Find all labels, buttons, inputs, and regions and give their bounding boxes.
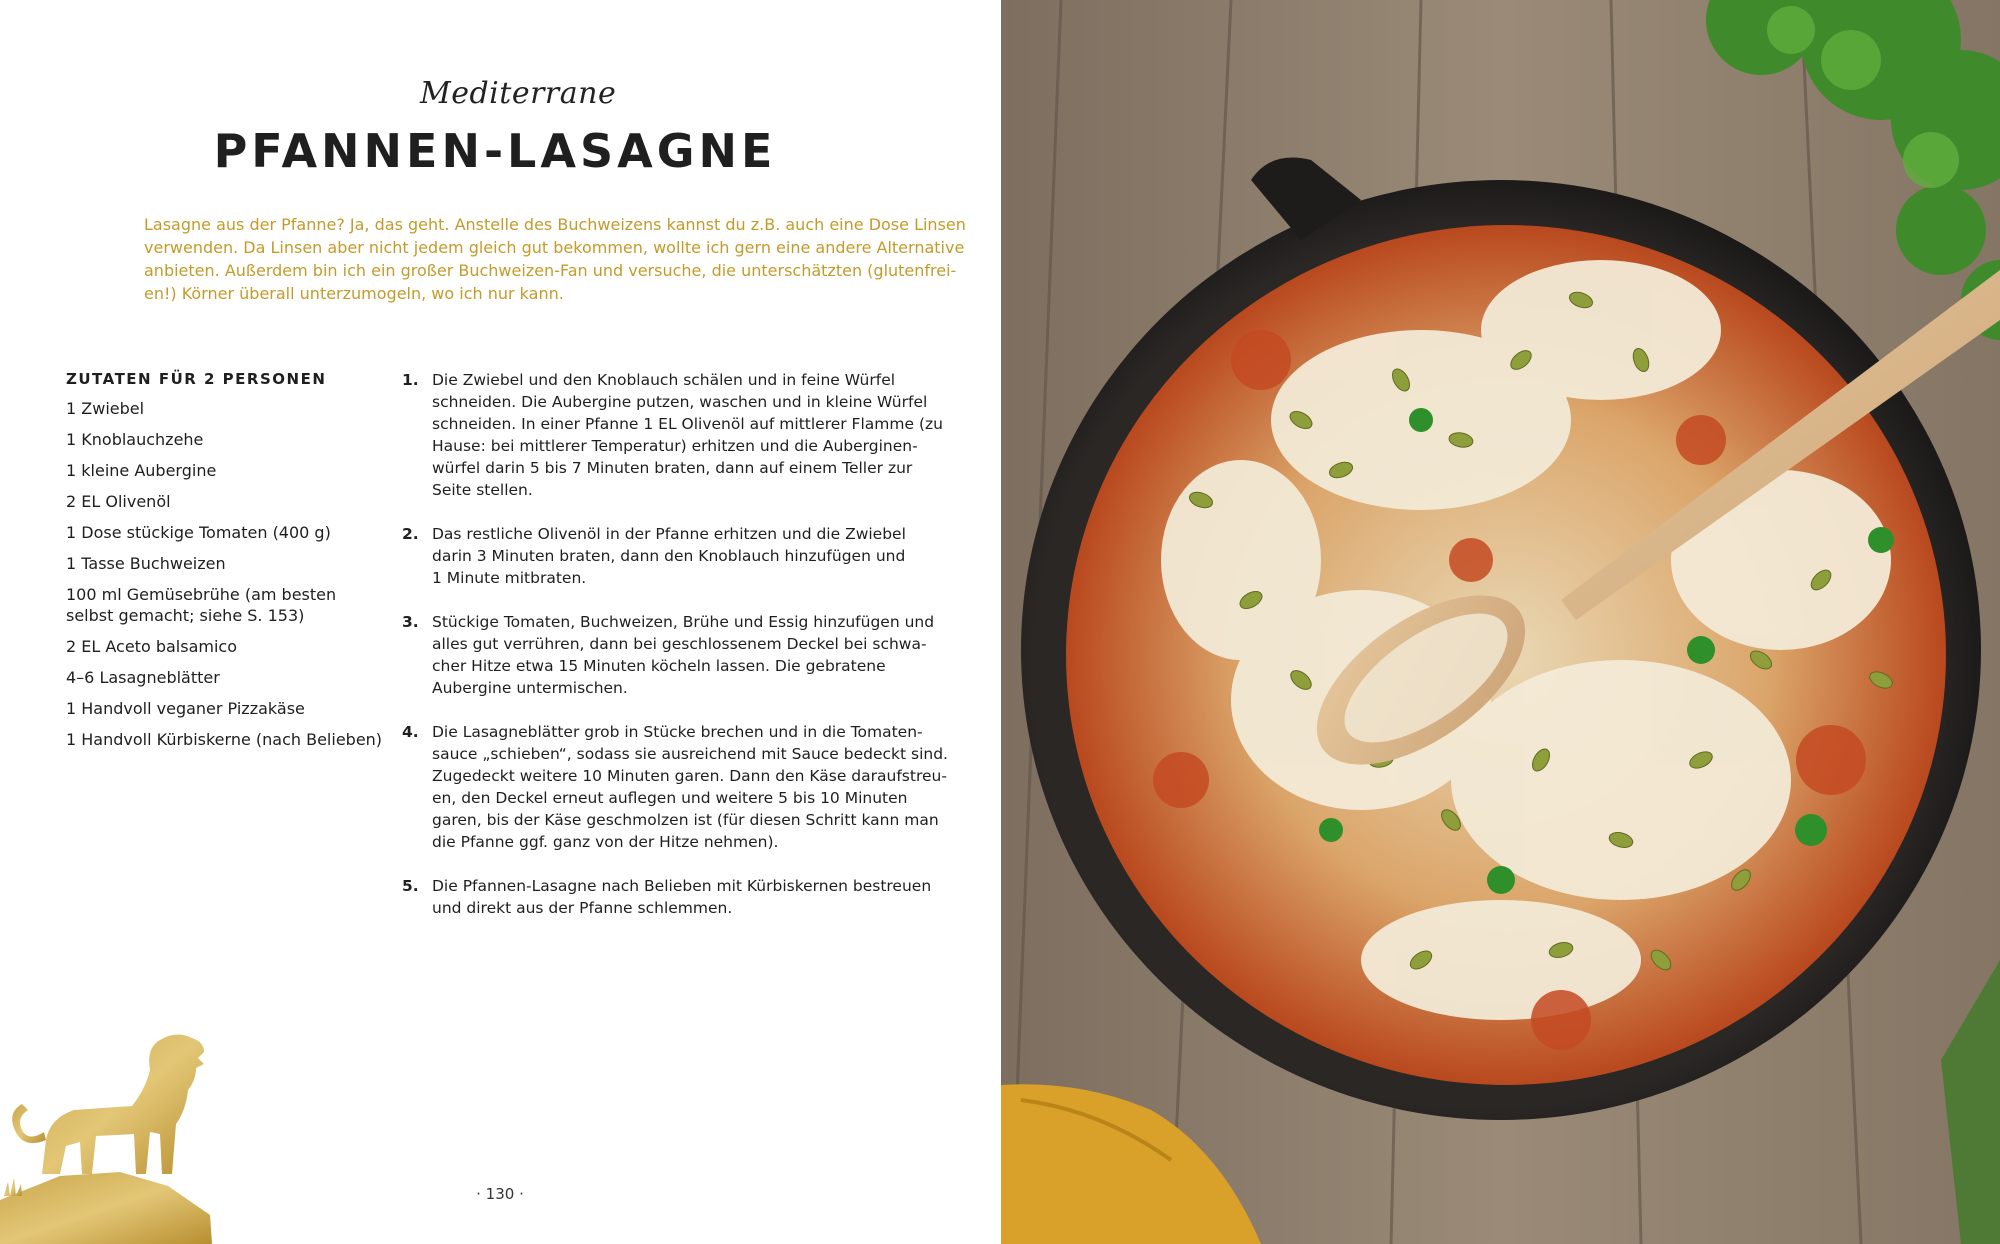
lasagne-pan-image (1001, 0, 2000, 1244)
intro-line: en!) Körner überall unterzumogeln, wo ich nur kann. (144, 284, 564, 303)
recipe-intro (144, 213, 966, 305)
step-number: 3. (402, 613, 419, 631)
step-line: cher Hitze etwa 15 Minuten köcheln lassen. Die gebratene (432, 657, 886, 675)
ingredient-item: 1 Dose stückige Tomaten (400 g) (66, 523, 331, 542)
ingredient-item: 1 Knoblauchzehe (66, 430, 204, 449)
step-line: schneiden. Die Aubergine putzen, waschen und in kleine Würfel (432, 393, 928, 411)
step-line: würfel darin 5 bis 7 Minuten braten, dann auf einem Teller zur (432, 459, 913, 477)
lion-silhouette-icon (0, 1000, 220, 1244)
instruction-step (402, 611, 942, 699)
instruction-step (402, 721, 948, 853)
step-line: sauce „schieben“, sodass sie ausreichend mit Sauce bedeckt sind. (432, 745, 948, 763)
intro-line: verwenden. Da Linsen aber nicht jedem gleich gut bekommen, wollte ich gern eine andere Alternative (144, 238, 965, 257)
ingredient-item: 1 Zwiebel (66, 399, 145, 418)
step-line: schneiden. In einer Pfanne 1 EL Olivenöl auf mittlerer Flamme (zu (432, 415, 943, 433)
dish-photo (1001, 0, 2000, 1244)
step-number: 2. (402, 525, 419, 543)
step-line: Hause: bei mittlerer Temperatur) erhitzen und die Auberginen- (432, 437, 918, 455)
ingredient-item: 2 EL Aceto balsamico (66, 637, 237, 656)
recipe-title: PFANNEN-LASAGNE (213, 124, 777, 178)
ingredient-item: 2 EL Olivenöl (66, 492, 171, 511)
instruction-step (402, 369, 942, 501)
step-number: 5. (402, 877, 419, 895)
step-line: Das restliche Olivenöl in der Pfanne erhitzen und die Zwiebel (432, 525, 906, 543)
ingredient-item: 1 Handvoll Kürbiskerne (nach Belieben) (66, 730, 383, 749)
step-number: 4. (402, 723, 419, 741)
step-line: darin 3 Minuten braten, dann den Knoblauch hinzufügen und (432, 547, 906, 565)
ingredient-item: 1 Handvoll veganer Pizzakäse (66, 699, 305, 718)
ingredients-heading: ZUTATEN FÜR 2 PERSONEN (66, 370, 327, 388)
step-line: Zugedeckt weitere 10 Minuten garen. Dann den Käse daraufstreu- (432, 767, 947, 785)
step-line: Die Pfannen-Lasagne nach Belieben mit Kürbiskernen bestreuen (432, 877, 932, 895)
step-line: Seite stellen. (432, 481, 533, 499)
step-line: garen, bis der Käse geschmolzen ist (für diesen Schritt kann man (432, 811, 939, 829)
instruction-step (402, 523, 942, 589)
recipe-subtitle: Mediterrane (420, 76, 617, 111)
page-number: · 130 · (476, 1185, 524, 1203)
step-line: alles gut verrühren, dann bei geschlossenem Deckel bei schwa- (432, 635, 927, 653)
step-number: 1. (402, 371, 419, 389)
step-line: die Pfanne ggf. ganz von der Hitze nehmen). (432, 833, 779, 851)
step-line: Stückige Tomaten, Buchweizen, Brühe und Essig hinzufügen und (432, 613, 935, 631)
step-line: 1 Minute mitbraten. (432, 569, 587, 587)
step-line: Die Lasagneblätter grob in Stücke brechen und in die Tomaten- (432, 723, 923, 741)
ingredient-item: 4–6 Lasagneblätter (66, 668, 220, 687)
step-line: Die Zwiebel und den Knoblauch schälen und in feine Würfel (432, 371, 896, 389)
ingredient-item: 100 ml Gemüsebrühe (am besten selbst gemacht; siehe S. 153) (66, 585, 337, 625)
instructions-list (402, 369, 948, 941)
ingredient-item: 1 kleine Aubergine (66, 461, 217, 480)
ingredient-item: 1 Tasse Buchweizen (66, 554, 226, 573)
ingredients-list (66, 398, 386, 760)
step-line: und direkt aus der Pfanne schlemmen. (432, 899, 733, 917)
intro-line: Lasagne aus der Pfanne? Ja, das geht. Anstelle des Buchweizens kannst du z.B. auch eine Dose Linsen (144, 215, 966, 234)
intro-line: anbieten. Außerdem bin ich ein großer Buchweizen-Fan und versuche, die unterschätzten (glutenfrei- (144, 261, 957, 280)
step-line: en, den Deckel erneut auflegen und weitere 5 bis 10 Minuten (432, 789, 908, 807)
step-line: Aubergine untermischen. (432, 679, 628, 697)
instruction-step (402, 875, 942, 919)
